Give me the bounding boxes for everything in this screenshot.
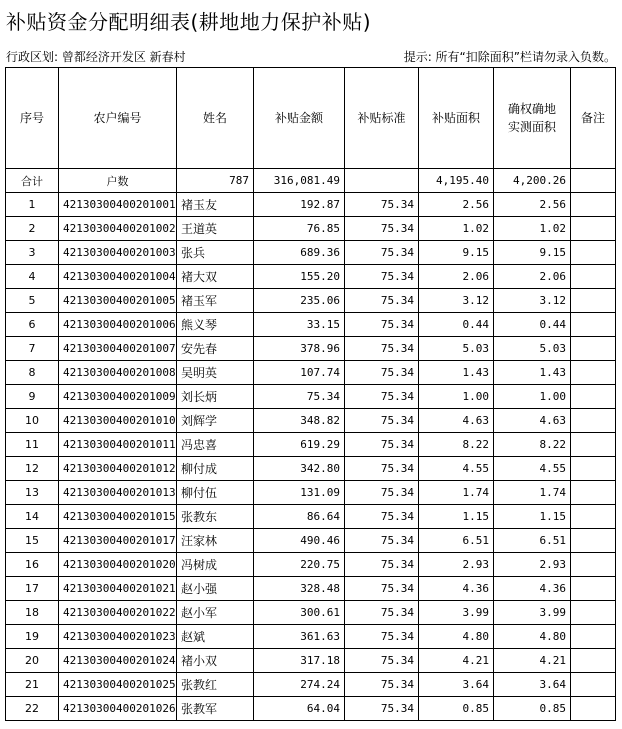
farmer-id-cell[interactable]: 42130300400201025 <box>59 673 177 697</box>
note-cell[interactable] <box>571 361 616 385</box>
measured-area-cell[interactable]: 6.51 <box>494 529 571 553</box>
standard-cell[interactable]: 75.34 <box>345 313 419 337</box>
name-cell[interactable]: 王道英 <box>177 217 254 241</box>
area-cell[interactable]: 0.85 <box>419 697 494 721</box>
standard-cell[interactable]: 75.34 <box>345 625 419 649</box>
area-cell[interactable]: 2.56 <box>419 193 494 217</box>
farmer-id-cell[interactable]: 42130300400201015 <box>59 505 177 529</box>
farmer-id-cell[interactable]: 42130300400201006 <box>59 313 177 337</box>
note-cell[interactable] <box>571 625 616 649</box>
row-number[interactable]: 17 <box>6 577 59 601</box>
farmer-id-cell[interactable]: 42130300400201017 <box>59 529 177 553</box>
table-row <box>6 265 616 289</box>
row-number[interactable]: 12 <box>6 457 59 481</box>
table-row <box>6 193 616 217</box>
measured-area-cell[interactable]: 8.22 <box>494 433 571 457</box>
measured-area-cell[interactable]: 5.03 <box>494 337 571 361</box>
summary-amount[interactable]: 316,081.49 <box>254 169 345 193</box>
table-row <box>6 601 616 625</box>
table-row <box>6 529 616 553</box>
measured-area-cell[interactable]: 1.43 <box>494 361 571 385</box>
amount-cell[interactable]: 619.29 <box>254 433 345 457</box>
row-number[interactable]: 20 <box>6 649 59 673</box>
area-cell[interactable]: 9.15 <box>419 241 494 265</box>
row-number[interactable]: 5 <box>6 289 59 313</box>
table-row <box>6 697 616 721</box>
info-bar <box>0 45 622 67</box>
amount-cell[interactable]: 192.87 <box>254 193 345 217</box>
note-cell[interactable] <box>571 289 616 313</box>
standard-cell[interactable]: 75.34 <box>345 697 419 721</box>
header-cell[interactable]: 姓名 <box>177 68 254 169</box>
row-number[interactable]: 4 <box>6 265 59 289</box>
measured-area-cell[interactable]: 4.80 <box>494 625 571 649</box>
standard-cell[interactable]: 75.34 <box>345 337 419 361</box>
standard-cell[interactable]: 75.34 <box>345 577 419 601</box>
note-cell[interactable] <box>571 697 616 721</box>
measured-area-cell[interactable]: 4.21 <box>494 649 571 673</box>
standard-cell[interactable]: 75.34 <box>345 217 419 241</box>
table-row <box>6 649 616 673</box>
standard-cell[interactable]: 75.34 <box>345 361 419 385</box>
area-cell[interactable]: 1.02 <box>419 217 494 241</box>
name-cell[interactable]: 张教东 <box>177 505 254 529</box>
name-cell[interactable]: 褚小双 <box>177 649 254 673</box>
farmer-id-cell[interactable]: 42130300400201012 <box>59 457 177 481</box>
note-cell[interactable] <box>571 601 616 625</box>
table-row <box>6 577 616 601</box>
area-cell[interactable]: 4.63 <box>419 409 494 433</box>
name-cell[interactable]: 赵斌 <box>177 625 254 649</box>
standard-cell[interactable]: 75.34 <box>345 649 419 673</box>
area-cell[interactable]: 0.44 <box>419 313 494 337</box>
measured-area-cell[interactable]: 4.36 <box>494 577 571 601</box>
table-row <box>6 481 616 505</box>
table-row <box>6 673 616 697</box>
row-number[interactable]: 19 <box>6 625 59 649</box>
farmer-id-cell[interactable]: 42130300400201004 <box>59 265 177 289</box>
name-cell[interactable]: 张教军 <box>177 697 254 721</box>
area-cell[interactable]: 8.22 <box>419 433 494 457</box>
header-row <box>6 68 616 169</box>
name-cell[interactable]: 赵小军 <box>177 601 254 625</box>
row-number[interactable]: 10 <box>6 409 59 433</box>
name-cell[interactable]: 褚玉友 <box>177 193 254 217</box>
amount-cell[interactable]: 348.82 <box>254 409 345 433</box>
area-cell[interactable]: 3.12 <box>419 289 494 313</box>
farmer-id-cell[interactable]: 42130300400201002 <box>59 217 177 241</box>
farmer-id-cell[interactable]: 42130300400201008 <box>59 361 177 385</box>
summary-households[interactable]: 787 <box>177 169 254 193</box>
farmer-id-cell[interactable]: 42130300400201007 <box>59 337 177 361</box>
header-cell[interactable]: 备注 <box>571 68 616 169</box>
row-number[interactable]: 16 <box>6 553 59 577</box>
area-cell[interactable]: 1.15 <box>419 505 494 529</box>
table-row <box>6 457 616 481</box>
area-cell[interactable]: 1.00 <box>419 385 494 409</box>
name-cell[interactable]: 刘长炳 <box>177 385 254 409</box>
amount-cell[interactable]: 317.18 <box>254 649 345 673</box>
name-cell[interactable]: 冯忠喜 <box>177 433 254 457</box>
farmer-id-cell[interactable]: 42130300400201003 <box>59 241 177 265</box>
area-cell[interactable]: 3.64 <box>419 673 494 697</box>
standard-cell[interactable]: 75.34 <box>345 529 419 553</box>
note-cell[interactable] <box>571 673 616 697</box>
area-cell[interactable]: 4.36 <box>419 577 494 601</box>
name-cell[interactable]: 刘辉学 <box>177 409 254 433</box>
farmer-id-cell[interactable]: 42130300400201026 <box>59 697 177 721</box>
measured-area-cell[interactable]: 2.06 <box>494 265 571 289</box>
area-cell[interactable]: 4.55 <box>419 457 494 481</box>
farmer-id-cell[interactable]: 42130300400201013 <box>59 481 177 505</box>
measured-area-cell[interactable]: 4.55 <box>494 457 571 481</box>
measured-area-cell[interactable]: 0.44 <box>494 313 571 337</box>
note-cell[interactable] <box>571 313 616 337</box>
amount-cell[interactable]: 361.63 <box>254 625 345 649</box>
subsidy-table <box>5 67 616 721</box>
row-number[interactable]: 18 <box>6 601 59 625</box>
header-cell[interactable]: 确权确地 实测面积 <box>494 68 571 169</box>
note-cell[interactable] <box>571 385 616 409</box>
note-cell[interactable] <box>571 337 616 361</box>
table-row <box>6 409 616 433</box>
table-row <box>6 217 616 241</box>
standard-cell[interactable]: 75.34 <box>345 433 419 457</box>
name-cell[interactable]: 柳付伍 <box>177 481 254 505</box>
standard-cell[interactable]: 75.34 <box>345 241 419 265</box>
measured-area-cell[interactable]: 1.74 <box>494 481 571 505</box>
measured-area-cell[interactable]: 1.00 <box>494 385 571 409</box>
amount-cell[interactable]: 220.75 <box>254 553 345 577</box>
row-number[interactable]: 2 <box>6 217 59 241</box>
standard-cell[interactable]: 75.34 <box>345 457 419 481</box>
amount-cell[interactable]: 86.64 <box>254 505 345 529</box>
row-number[interactable]: 1 <box>6 193 59 217</box>
amount-cell[interactable]: 107.74 <box>254 361 345 385</box>
table-row <box>6 505 616 529</box>
row-number[interactable]: 11 <box>6 433 59 457</box>
amount-cell[interactable]: 64.04 <box>254 697 345 721</box>
summary-note[interactable] <box>571 169 616 193</box>
note-cell[interactable] <box>571 649 616 673</box>
measured-area-cell[interactable]: 1.02 <box>494 217 571 241</box>
area-cell[interactable]: 4.80 <box>419 625 494 649</box>
measured-area-cell[interactable]: 3.12 <box>494 289 571 313</box>
page-title: 补贴资金分配明细表(耕地地力保护补贴) <box>6 10 372 34</box>
name-cell[interactable]: 张兵 <box>177 241 254 265</box>
standard-cell[interactable]: 75.34 <box>345 673 419 697</box>
table-row <box>6 625 616 649</box>
standard-cell[interactable]: 75.34 <box>345 385 419 409</box>
summary-row <box>6 169 616 193</box>
note-cell[interactable] <box>571 409 616 433</box>
summary-standard[interactable] <box>345 169 419 193</box>
name-cell[interactable]: 熊义琴 <box>177 313 254 337</box>
amount-cell[interactable]: 342.80 <box>254 457 345 481</box>
row-number[interactable]: 9 <box>6 385 59 409</box>
summary-area[interactable]: 4,195.40 <box>419 169 494 193</box>
measured-area-cell[interactable]: 9.15 <box>494 241 571 265</box>
row-number[interactable]: 13 <box>6 481 59 505</box>
measured-area-cell[interactable]: 2.56 <box>494 193 571 217</box>
standard-cell[interactable]: 75.34 <box>345 265 419 289</box>
measured-area-cell[interactable]: 2.93 <box>494 553 571 577</box>
area-cell[interactable]: 6.51 <box>419 529 494 553</box>
row-number[interactable]: 15 <box>6 529 59 553</box>
row-number[interactable]: 21 <box>6 673 59 697</box>
note-cell[interactable] <box>571 217 616 241</box>
note-cell[interactable] <box>571 529 616 553</box>
standard-cell[interactable]: 75.34 <box>345 553 419 577</box>
farmer-id-cell[interactable]: 42130300400201020 <box>59 553 177 577</box>
measured-area-cell[interactable]: 4.63 <box>494 409 571 433</box>
measured-area-cell[interactable]: 1.15 <box>494 505 571 529</box>
amount-cell[interactable]: 274.24 <box>254 673 345 697</box>
farmer-id-cell[interactable]: 42130300400201001 <box>59 193 177 217</box>
name-cell[interactable]: 汪家林 <box>177 529 254 553</box>
note-cell[interactable] <box>571 481 616 505</box>
header-cell[interactable]: 补贴金额 <box>254 68 345 169</box>
note-cell[interactable] <box>571 577 616 601</box>
row-number[interactable]: 8 <box>6 361 59 385</box>
standard-cell[interactable]: 75.34 <box>345 289 419 313</box>
amount-cell[interactable]: 300.61 <box>254 601 345 625</box>
farmer-id-cell[interactable]: 42130300400201009 <box>59 385 177 409</box>
header-cell[interactable]: 补贴面积 <box>419 68 494 169</box>
standard-cell[interactable]: 75.34 <box>345 481 419 505</box>
amount-cell[interactable]: 76.85 <box>254 217 345 241</box>
summary-label[interactable]: 合计 <box>6 169 59 193</box>
area-cell[interactable]: 2.93 <box>419 553 494 577</box>
name-cell[interactable]: 褚玉军 <box>177 289 254 313</box>
standard-cell[interactable]: 75.34 <box>345 409 419 433</box>
summary-households-label[interactable]: 户数 <box>59 169 177 193</box>
standard-cell[interactable]: 75.34 <box>345 505 419 529</box>
name-cell[interactable]: 张教红 <box>177 673 254 697</box>
amount-cell[interactable]: 75.34 <box>254 385 345 409</box>
table-row <box>6 361 616 385</box>
amount-cell[interactable]: 490.46 <box>254 529 345 553</box>
summary-measured[interactable]: 4,200.26 <box>494 169 571 193</box>
table-row <box>6 313 616 337</box>
header-cell[interactable]: 农户编号 <box>59 68 177 169</box>
table-row <box>6 289 616 313</box>
name-cell[interactable]: 冯树成 <box>177 553 254 577</box>
note-cell[interactable] <box>571 505 616 529</box>
amount-cell[interactable]: 155.20 <box>254 265 345 289</box>
name-cell[interactable]: 安先春 <box>177 337 254 361</box>
table-row <box>6 433 616 457</box>
area-cell[interactable]: 3.99 <box>419 601 494 625</box>
table-row <box>6 241 616 265</box>
hint-label: 提示: 所有“扣除面积”栏请勿录入负数。 <box>403 50 616 64</box>
name-cell[interactable]: 吴明英 <box>177 361 254 385</box>
measured-area-cell[interactable]: 3.99 <box>494 601 571 625</box>
amount-cell[interactable]: 131.09 <box>254 481 345 505</box>
row-number[interactable]: 3 <box>6 241 59 265</box>
area-cell[interactable]: 1.43 <box>419 361 494 385</box>
area-cell[interactable]: 2.06 <box>419 265 494 289</box>
note-cell[interactable] <box>571 457 616 481</box>
amount-cell[interactable]: 378.96 <box>254 337 345 361</box>
area-cell[interactable]: 4.21 <box>419 649 494 673</box>
area-cell[interactable]: 1.74 <box>419 481 494 505</box>
amount-cell[interactable]: 33.15 <box>254 313 345 337</box>
note-cell[interactable] <box>571 433 616 457</box>
standard-cell[interactable]: 75.34 <box>345 601 419 625</box>
measured-area-cell[interactable]: 0.85 <box>494 697 571 721</box>
amount-cell[interactable]: 689.36 <box>254 241 345 265</box>
farmer-id-cell[interactable]: 42130300400201005 <box>59 289 177 313</box>
area-cell[interactable]: 5.03 <box>419 337 494 361</box>
row-number[interactable]: 7 <box>6 337 59 361</box>
farmer-id-cell[interactable]: 42130300400201011 <box>59 433 177 457</box>
table-row <box>6 553 616 577</box>
farmer-id-cell[interactable]: 42130300400201024 <box>59 649 177 673</box>
name-cell[interactable]: 褚大双 <box>177 265 254 289</box>
row-number[interactable]: 14 <box>6 505 59 529</box>
note-cell[interactable] <box>571 265 616 289</box>
header-cell[interactable]: 补贴标准 <box>345 68 419 169</box>
row-number[interactable]: 22 <box>6 697 59 721</box>
amount-cell[interactable]: 328.48 <box>254 577 345 601</box>
farmer-id-cell[interactable]: 42130300400201022 <box>59 601 177 625</box>
farmer-id-cell[interactable]: 42130300400201010 <box>59 409 177 433</box>
note-cell[interactable] <box>571 193 616 217</box>
farmer-id-cell[interactable]: 42130300400201021 <box>59 577 177 601</box>
name-cell[interactable]: 柳付成 <box>177 457 254 481</box>
note-cell[interactable] <box>571 553 616 577</box>
farmer-id-cell[interactable]: 42130300400201023 <box>59 625 177 649</box>
table-row <box>6 385 616 409</box>
note-cell[interactable] <box>571 241 616 265</box>
table-row <box>6 337 616 361</box>
row-number[interactable]: 6 <box>6 313 59 337</box>
region-label: 行政区划: 曾都经济开发区 新春村 <box>6 50 186 64</box>
amount-cell[interactable]: 235.06 <box>254 289 345 313</box>
standard-cell[interactable]: 75.34 <box>345 193 419 217</box>
measured-area-cell[interactable]: 3.64 <box>494 673 571 697</box>
header-cell[interactable]: 序号 <box>6 68 59 169</box>
name-cell[interactable]: 赵小强 <box>177 577 254 601</box>
